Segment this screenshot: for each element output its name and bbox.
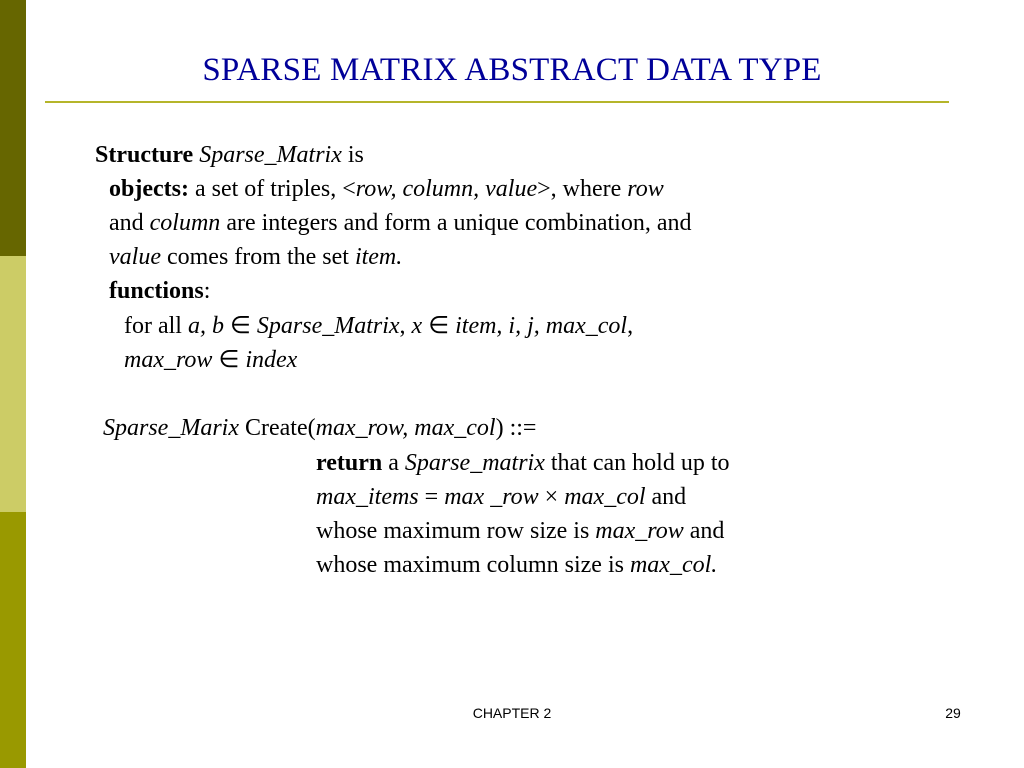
text-max-col: max_col <box>564 484 646 510</box>
text-x: x <box>411 313 423 339</box>
text-max-row-3: max_row <box>595 518 684 544</box>
title-underline <box>45 101 949 103</box>
text-a-b: a, b <box>187 313 224 339</box>
page-number: 29 <box>945 705 961 721</box>
objects-text-a: a set of triples, < <box>194 176 356 202</box>
footer-chapter: CHAPTER 2 <box>472 705 552 721</box>
text-sparse-matrix: Sparse_Matrix <box>256 313 400 339</box>
text-integers: are integers and form a unique combination, and <box>226 210 692 236</box>
for-all-line <box>124 311 633 341</box>
structure-line <box>95 140 364 170</box>
slide-title: SPARSE MATRIX ABSTRACT DATA TYPE <box>202 52 822 88</box>
element-of-symbol-2: ∈ <box>428 313 450 339</box>
objects-line-3 <box>109 242 402 272</box>
text-max-items: max_items <box>316 484 419 510</box>
text-create-args: max_row, max_col <box>315 415 496 441</box>
text-comma: , <box>399 313 406 339</box>
max-row-line <box>124 345 297 375</box>
row-size-line <box>316 516 724 546</box>
side-band-bottom <box>0 512 26 768</box>
return-line <box>316 448 730 478</box>
functions-keyword: functions <box>109 278 204 304</box>
times-symbol: × <box>544 484 559 510</box>
element-of-symbol-3: ∈ <box>218 347 240 373</box>
text-comma-2: , <box>627 313 634 339</box>
text-column: column <box>149 210 221 236</box>
return-keyword: return <box>316 450 383 476</box>
text-and-3: and <box>689 518 725 544</box>
text-and-2: and <box>651 484 687 510</box>
structure-name: Sparse_Matrix <box>199 142 342 168</box>
text-create: Create( <box>244 415 316 441</box>
objects-triple: row, column, value <box>355 176 538 202</box>
text-item-i-j-maxcol: item, i, j, max_col <box>455 313 628 339</box>
structure-keyword: Structure <box>95 142 194 168</box>
column-size-line <box>316 550 717 580</box>
objects-line <box>109 174 664 204</box>
text-item: item. <box>354 244 403 270</box>
text-a: a <box>388 450 399 476</box>
structure-is: is <box>347 142 364 168</box>
text-max-row: max_row <box>124 347 213 373</box>
max-items-line <box>316 482 686 512</box>
text-comes-from: comes from the set <box>166 244 349 270</box>
objects-row: row <box>627 176 664 202</box>
element-of-symbol: ∈ <box>229 313 251 339</box>
text-row-size: whose maximum row size is <box>316 518 590 544</box>
objects-text-c: >, where <box>537 176 622 202</box>
create-signature-line <box>103 413 536 443</box>
text-max-row-2: max _row <box>444 484 539 510</box>
text-for-all: for all <box>124 313 182 339</box>
text-hold-up-to: that can hold up to <box>550 450 730 476</box>
text-value: value <box>109 244 161 270</box>
text-equals: = <box>424 484 439 510</box>
text-max-col-2: max_col. <box>629 552 718 578</box>
side-band-top <box>0 0 26 256</box>
text-index: index <box>245 347 298 373</box>
side-band-middle <box>0 256 26 512</box>
text-define: ) ::= <box>495 415 537 441</box>
objects-keyword: objects: <box>109 176 189 202</box>
text-sparse-marix: Sparse_Marix <box>103 415 239 441</box>
functions-line <box>109 276 210 306</box>
functions-colon: : <box>203 278 211 304</box>
text-column-size: whose maximum column size is <box>316 552 624 578</box>
objects-line-2 <box>109 208 692 238</box>
text-and: and <box>109 210 144 236</box>
text-sparse-matrix-2: Sparse_matrix <box>404 450 545 476</box>
